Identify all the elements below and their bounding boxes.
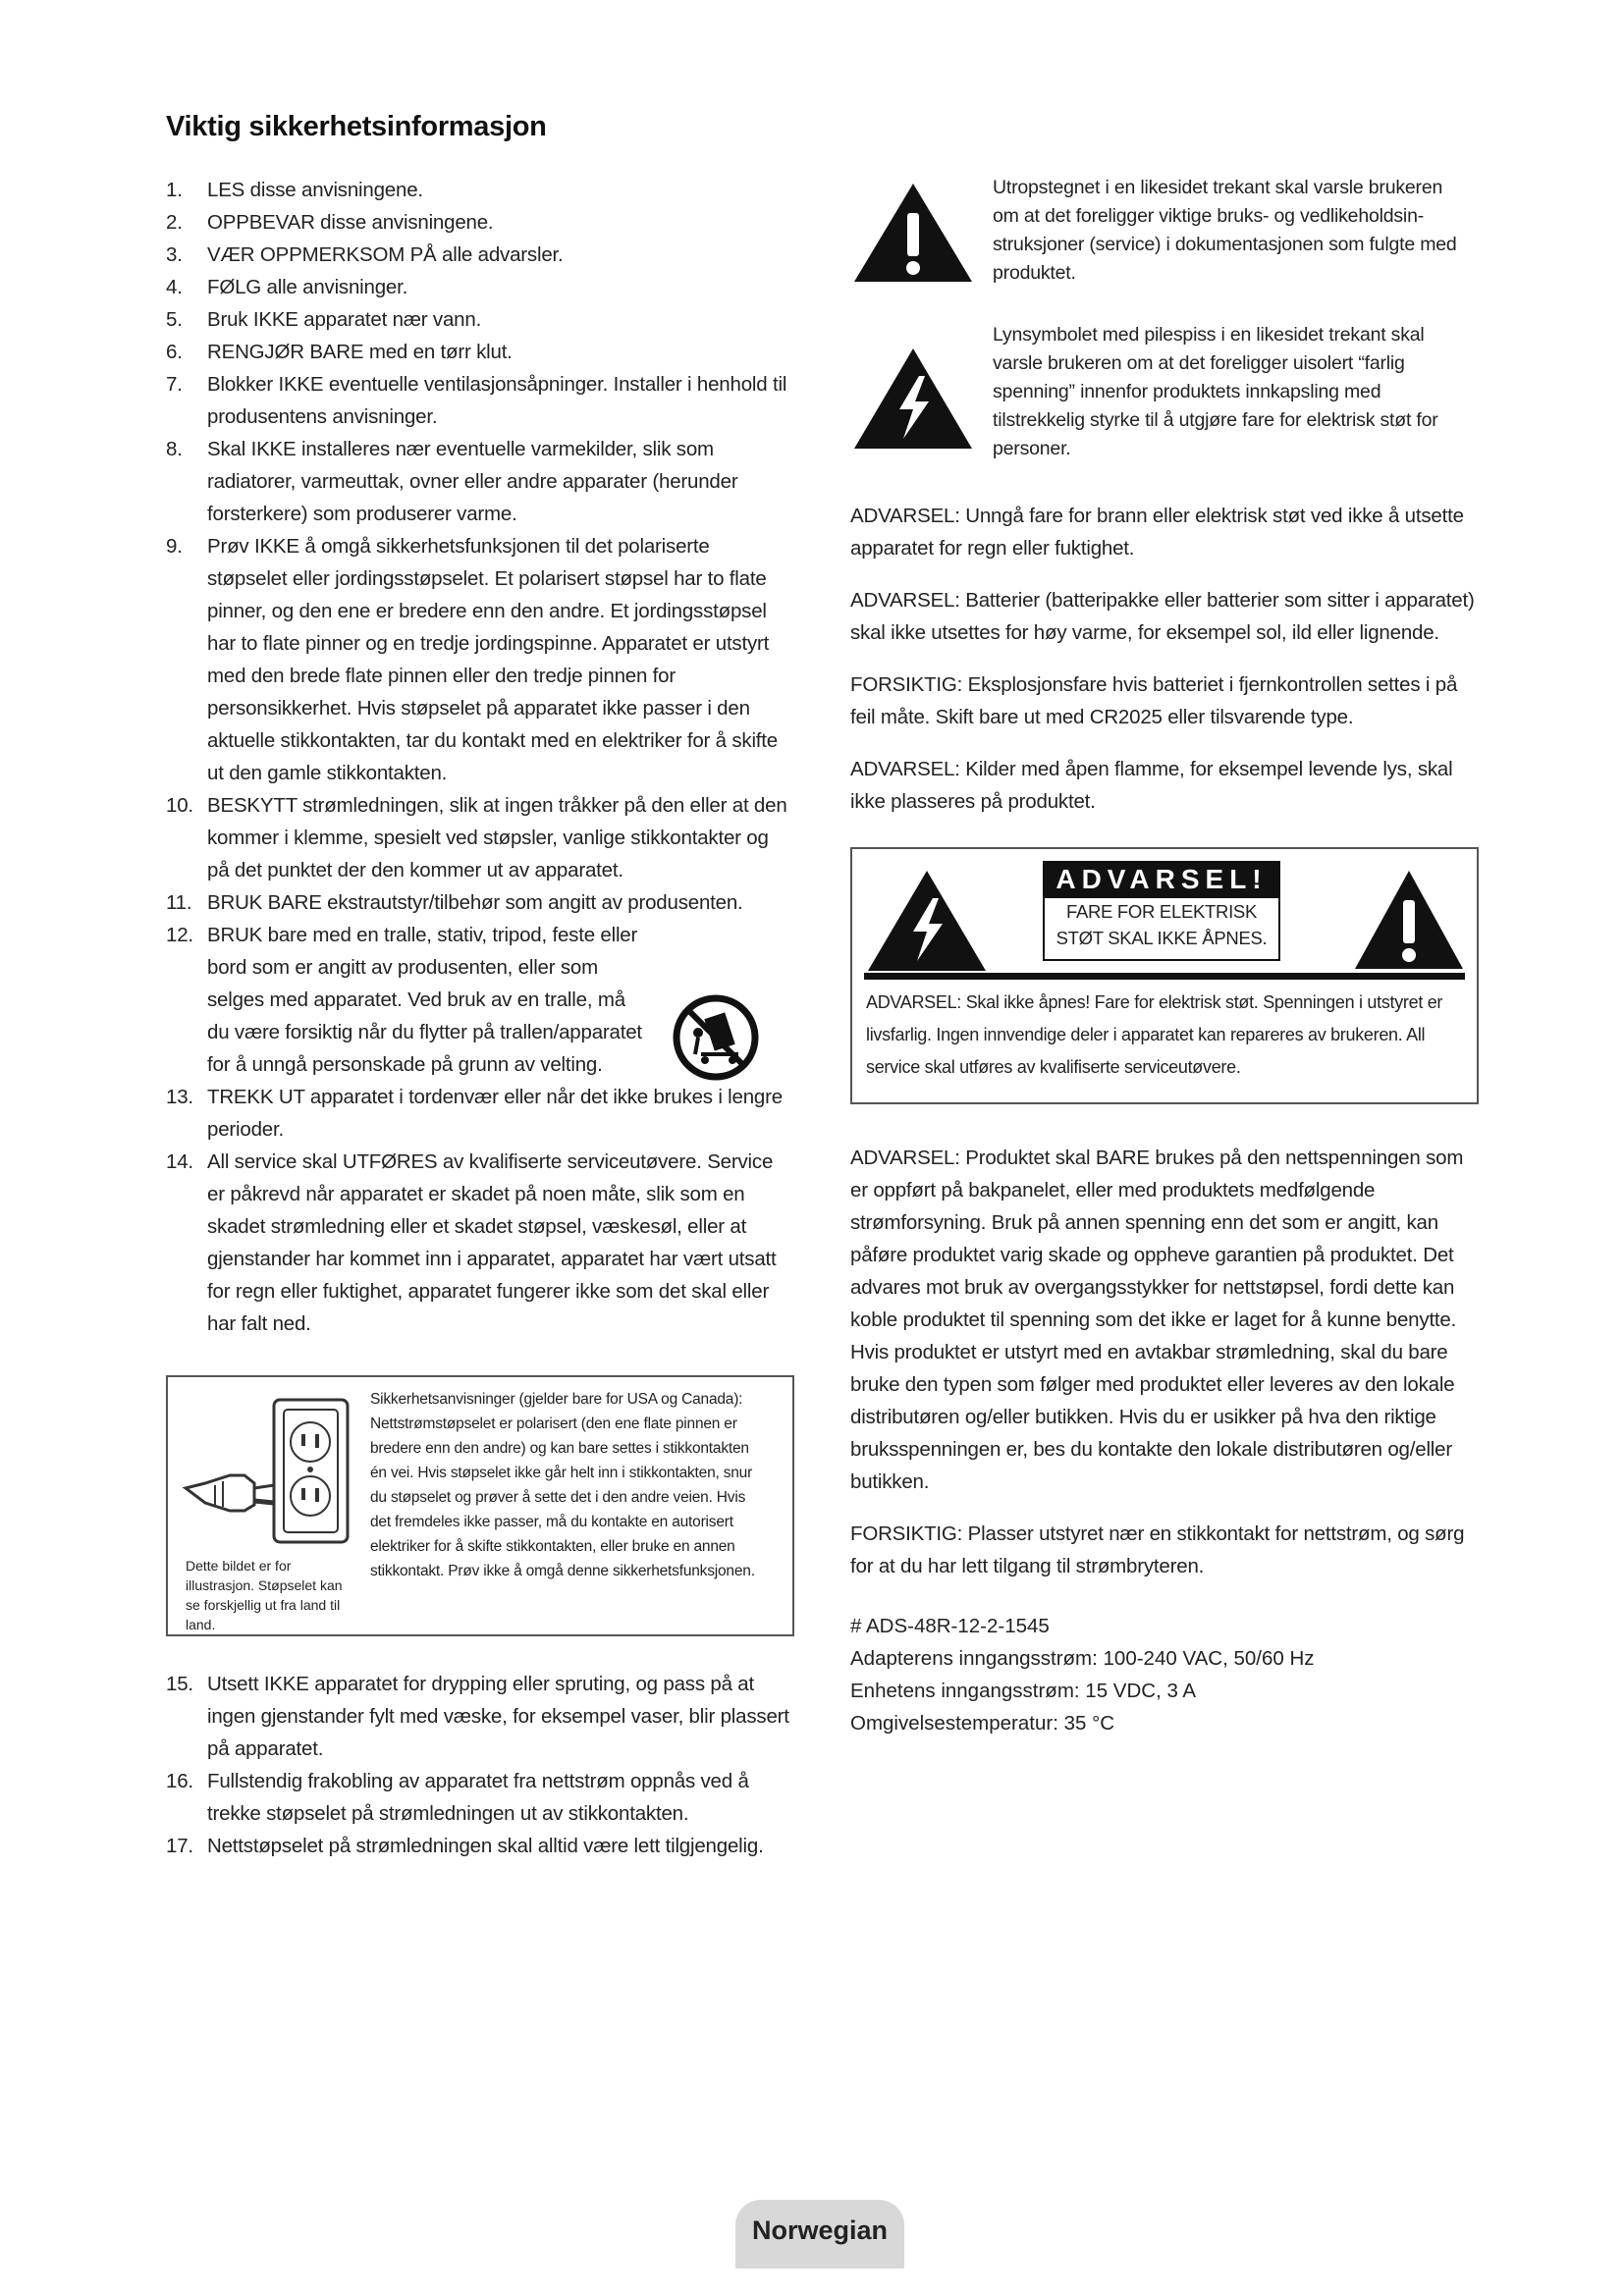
list-item: 10. BESKYTT strømledningen, slik at ingen tråkker på den eller at den kommer i klemme, spesielt ved støpsler, vanlige stikkontakter og på det punktet der den kommer ut av apparatet.: [166, 794, 787, 881]
specs-block: [850, 1610, 1479, 1739]
list-item: 11. BRUK BARE ekstrautstyr/tilbehør som angitt av produsenten.: [166, 891, 743, 914]
adapter-model: # ADS-48R-12-2-1545: [850, 1615, 1050, 1637]
page-title: Viktig sikkerhetsinformasjon: [166, 111, 547, 142]
list-item: 15. Utsett IKKE apparatet for drypping eller spruting, og pass på at ingen gjenstander fylt med væske, for eksempel vaser, blir plassert på apparatet.: [166, 1673, 789, 1760]
lightning-triangle-icon: [850, 345, 976, 453]
list-item: 5. Bruk IKKE apparatet nær vann.: [166, 308, 482, 331]
list-item: 13. TREKK UT apparatet i tordenvær eller når det ikke brukes i lengre perioder.: [166, 1086, 783, 1141]
exclamation-triangle-icon: [1351, 867, 1467, 973]
list-item: 6. RENGJØR BARE med en tørr klut.: [166, 341, 513, 363]
list-item: 9. Prøv IKKE å omgå sikkerhetsfunksjonen til det polariserte støpselet eller jordingsstøpselet. Et polarisert støpsel har to flate pinner, og den ene er bredere enn den andre. Et jordingsstøpsel har to flate pinner og en tredje jordingspinne. Apparatet er utstyrt med den brede flate pinnen eller den tredje pinnen for personsikkerhet. Hvis støpselet på apparatet ikke passer i den aktuelle stikkontakten, tar du kontakt med en elektriker for å skifte ut den gamle stikkontakten.: [166, 535, 778, 784]
exclamation-symbol-row: [850, 174, 1479, 321]
warning-voltage: ADVARSEL: Produktet skal BARE brukes på den nettspenningen som er oppført på bakpanelet, eller med produktets medfølgende strømforsyning. Bruk på annen spenning enn det som er angitt, kan påføre produktet varig skade og oppheve garantien på produktet. Det advares mot bruk av overgangsstykker for nettstøpsel, fordi dette kan koble produktet til spenning som det ikke er laget for å kunne benytte. Hvis produktet er utstyrt med en avtakbar strømledning, skal du bare bruke den typen som følger med produktet eller leveres av den lokale distributøren og/eller butikken. Hvis du er usikker på hva den riktige bruksspenningen er, bes du kontakte den lokale distributøren og/eller butikken.: [850, 1147, 1464, 1493]
language-tab: Norwegian: [735, 2200, 904, 2269]
ambient-temperature: Omgivelsestemperatur: 35 °C: [850, 1712, 1115, 1735]
exclamation-triangle-icon: [850, 180, 976, 286]
shock-warning-text: ADVARSEL: Skal ikke åpnes! Fare for elektrisk støt. Spenningen i utstyret er livsfarlig. Ingen innvendige deler i apparatet kan repareres av brukeren. All service skal utføres av kvalifiserte serviceutøvere.: [866, 992, 1443, 1077]
list-item: 2. OPPBEVAR disse anvisningene.: [166, 211, 494, 234]
list-item: 1. LES disse anvisningene.: [166, 179, 423, 201]
list-item: 14. All service skal UTFØRES av kvalifiserte serviceutøvere. Service er påkrevd når apparatet er skadet på noen måte, slik som en skadet strømledning eller et skadet støpsel, væskesøl, eller at gjenstander har kommet inn i apparatet, apparatet har vært utsatt for regn eller fuktighet, apparatet fungerer ikke som det skal eller har falt ned.: [166, 1150, 777, 1335]
list-item: 4. FØLG alle anvisninger.: [166, 276, 408, 298]
adapter-input: Adapterens inngangsstrøm: 100-240 VAC, 50/60 Hz: [850, 1647, 1315, 1670]
list-item: 17. Nettstøpselet på strømledningen skal alltid være lett tilgjengelig.: [166, 1835, 764, 1857]
divider: [864, 973, 1465, 980]
plug-safety-text: Sikkerhetsanvisninger (gjelder bare for USA og Canada): Nettstrømstøpselet er polarisert (den ene flate pinnen er bredere enn den andre) og kan bare settes i stikkontakten én vei. Hvis støpselet ikke går helt inn i stikkontakten, snur du støpselet og prøver å sette det i den andre veien. Hvis det fremdeles ikke passer, må du kontakte en autorisert elektriker for å skifte stikkontakten, eller bruke en annen stikkontakt. Prøv ikke å omgå denne sikkerhetsfunksjonen.: [370, 1391, 755, 1579]
warning-fire: ADVARSEL: Unngå fare for brann eller elektrisk støt ved ikke å utsette apparatet for regn eller fuktighet.: [850, 505, 1464, 560]
safety-list-a: [166, 174, 794, 1340]
left-column: [166, 174, 794, 1862]
list-item: 7. Blokker IKKE eventuelle ventilasjonsåpninger. Installer i henhold til produsentens anvisninger.: [166, 373, 787, 428]
shock-warning-box: [850, 847, 1479, 1104]
caution-battery: FORSIKTIG: Eksplosjonsfare hvis batteriet i fjernkontrollen settes i på feil måte. Skift bare ut med CR2025 eller tilsvarende type.: [850, 673, 1458, 728]
lightning-triangle-icon: [864, 867, 990, 975]
caution-outlet: FORSIKTIG: Plasser utstyret nær en stikkontakt for nettstrøm, og sørg for at du har lett tilgang til strømbryteren.: [850, 1522, 1465, 1577]
safety-list-b: [166, 1668, 794, 1862]
shock-warning-label: FARE FOR ELEKTRISK STØT SKAL IKKE ÅPNES.: [1043, 898, 1280, 961]
plug-safety-box: [166, 1375, 794, 1636]
lightning-symbol-text: Lynsymbolet med pilespiss i en likesidet trekant skal varsle brukeren om at det foreligger uisolert “farlig spenning” innenfor produktets innkapsling med tilstrekkelig styrke til å utgjøre fare for elektrisk støt for personer.: [993, 324, 1438, 459]
list-item: 16. Fullstendig frakobling av apparatet fra nettstrøm oppnås ved å trekke støpselet på strømledningen ut av stikkontakten.: [166, 1770, 749, 1825]
right-column: [850, 174, 1479, 1739]
advarsel-banner: ADVARSEL!: [1043, 861, 1280, 898]
plug-caption: Dette bildet er for illustrasjon. Støpselet kan se forskjellig ut fra land til land.: [186, 1558, 343, 1632]
exclamation-symbol-text: Utropstegnet i en likesidet trekant skal varsle brukeren om at det foreligger viktige bruks- og vedlikeholdsinstruksjoner (service) i dokumentasjonen som fulgte med produktet.: [993, 177, 1457, 284]
unit-input: Enhetens inngangsstrøm: 15 VDC, 3 A: [850, 1680, 1197, 1702]
list-item: 3. VÆR OPPMERKSOM PÅ alle advarsler.: [166, 243, 564, 266]
list-item: 12. BRUK bare med en tralle, stativ, tripod, feste eller bord som er angitt av produsenten, eller som selges med apparatet. Ved bruk av en tralle, må du være forsiktig når du flytter på trallen/apparatet for å unngå personskade på grunn av velting.: [166, 919, 794, 1081]
list-item: 8. Skal IKKE installeres nær eventuelle varmekilder, slik som radiatorer, varmeuttak, ovner eller andre apparater (herunder forsterkere) som produserer varme.: [166, 438, 738, 525]
warning-open-flame: ADVARSEL: Kilder med åpen flamme, for eksempel levende lys, skal ikke plasseres på produktet.: [850, 758, 1453, 813]
polarized-plug-outlet-icon: [176, 1395, 372, 1581]
cart-tip-warning-icon: [672, 993, 760, 1082]
warning-battery-heat: ADVARSEL: Batterier (batteripakke eller batterier som sitter i apparatet) skal ikke utsettes for høy varme, for eksempel sol, ild eller lignende.: [850, 589, 1475, 644]
lightning-symbol-row: [850, 321, 1479, 500]
